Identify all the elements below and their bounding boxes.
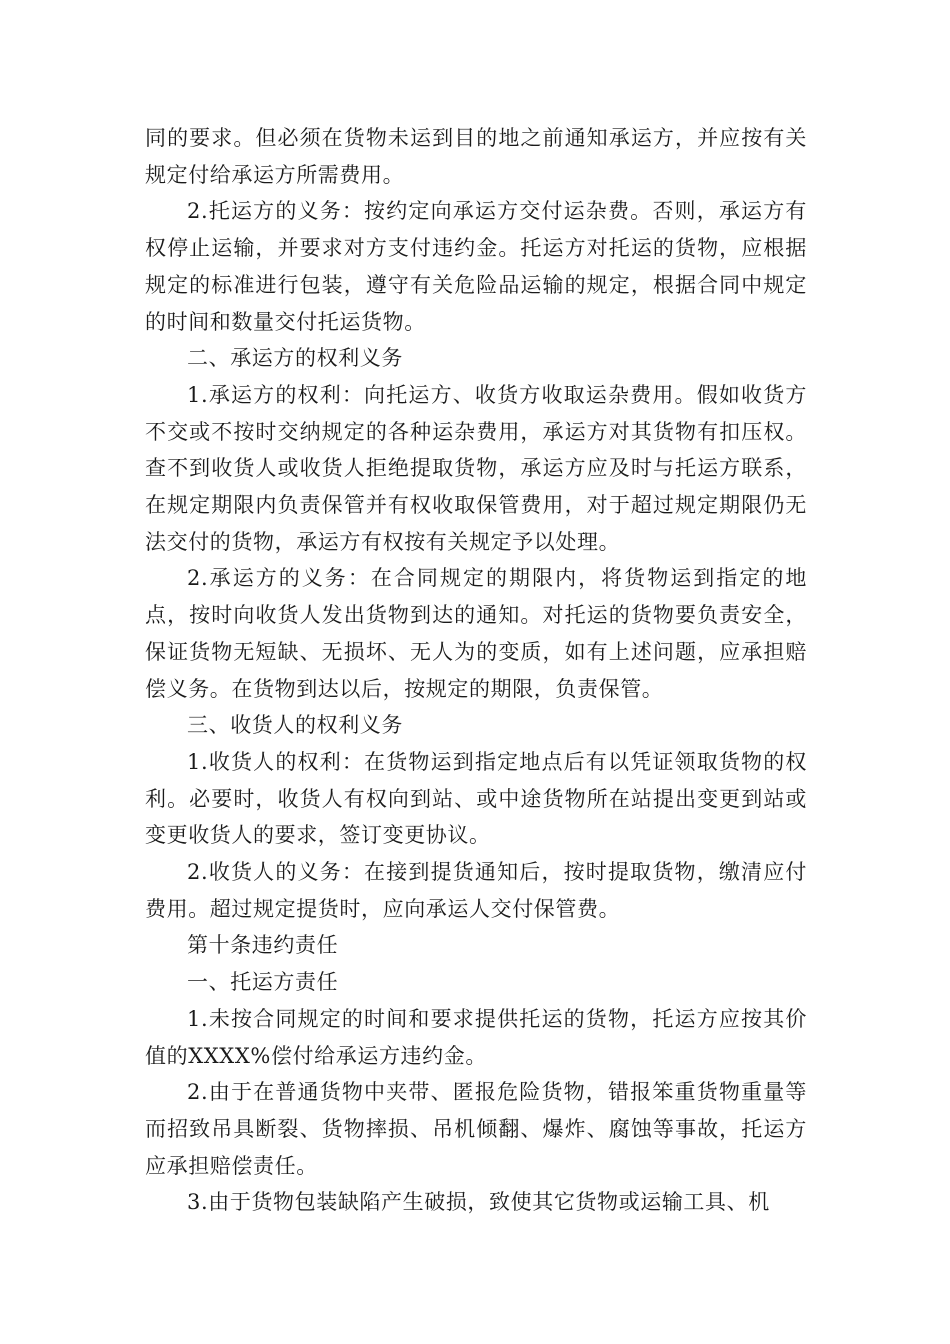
section-heading-carrier: 二、承运方的权利义务 xyxy=(187,346,403,371)
paragraph-carrier-rights: 1.承运方的权利：向托运方、收货方收取运杂费用。假如收货方不交或不按时交纳规定的各种运杂费用，承运方对其货物有扣压权。查不到收货人或收货人拒绝提取货物，承运方应及时与托运方联系，在规定期限内负责保管并有权收取保管费用，对于超过规定期限仍无法交付的货物，承运方有权按有关规定予以处理。 xyxy=(145,382,807,554)
paragraph-consignee-rights: 1.收货人的权利：在货物运到指定地点后有以凭证领取货物的权利。必要时，收货人有权向到站、或中途货物所在站提出变更到站或变更收货人的要求，签订变更协议。 xyxy=(145,749,807,848)
paragraph-continuation: 同的要求。但必须在货物未运到目的地之前通知承运方，并应按有关规定付给承运方所需费用。 xyxy=(145,126,807,187)
document-body xyxy=(145,120,807,1221)
section-heading-consignee: 三、收货人的权利义务 xyxy=(187,713,403,738)
paragraph-liability-item-2: 2.由于在普通货物中夹带、匿报危险货物，错报笨重货物重量等而招致吊具断裂、货物摔损、吊机倾翻、爆炸、腐蚀等事故，托运方应承担赔偿责任。 xyxy=(145,1080,807,1178)
paragraph-shipper-obligations: 2.托运方的义务：按约定向承运方交付运杂费。否则，承运方有权停止运输，并要求对方支付违约金。托运方对托运的货物，应根据规定的标准进行包装，遵守有关危险品运输的规定，根据合同中规定的时间和数量交付托运货物。 xyxy=(145,199,807,334)
paragraph-carrier-obligations: 2.承运方的义务：在合同规定的期限内，将货物运到指定的地点，按时向收货人发出货物到达的通知。对托运的货物要负责安全，保证货物无短缺、无损坏、无人为的变质，如有上述问题，应承担赔偿义务。在货物到达以后，按规定的期限，负责保管。 xyxy=(145,566,807,701)
section-heading-shipper-liability: 一、托运方责任 xyxy=(187,970,339,995)
paragraph-consignee-obligations: 2.收货人的义务：在接到提货通知后，按时提取货物，缴清应付费用。超过规定提货时，应向承运人交付保管费。 xyxy=(145,860,807,921)
paragraph-liability-item-1: 1.未按合同规定的时间和要求提供托运的货物，托运方应按其价值的XXXX%偿付给承运方违约金。 xyxy=(145,1006,807,1068)
article-heading-liability: 第十条违约责任 xyxy=(187,933,339,958)
paragraph-liability-item-3: 3.由于货物包装缺陷产生破损，致使其它货物或运输工具、机 xyxy=(187,1190,770,1215)
